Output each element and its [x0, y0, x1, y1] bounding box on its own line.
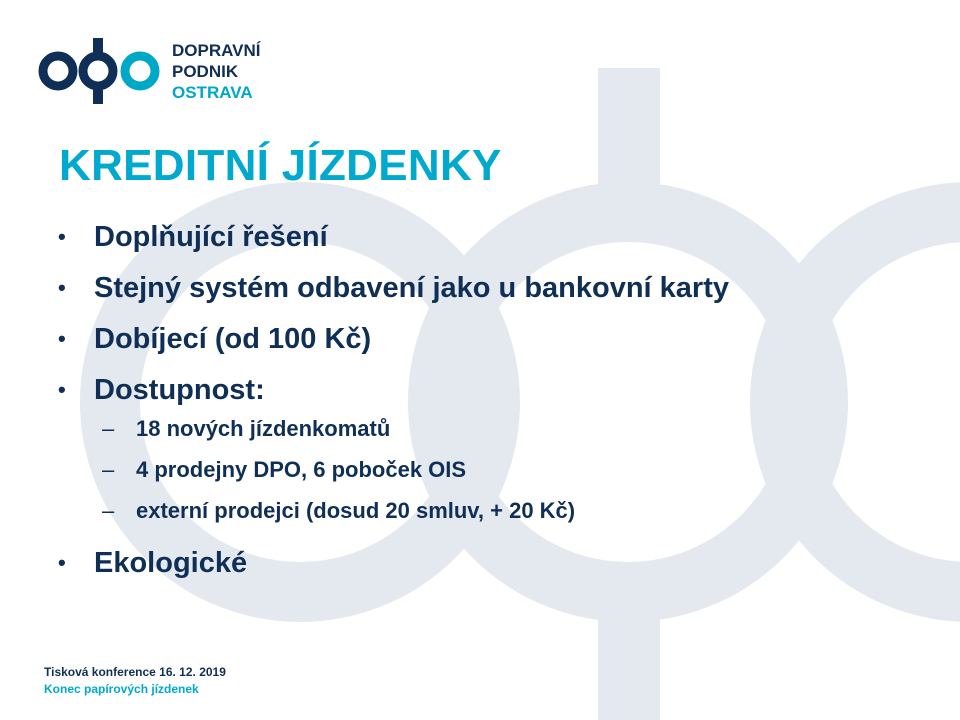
bullet-text: Dostupnost: [94, 374, 265, 406]
bullet-dot-icon: • [58, 550, 66, 575]
logo-line-ostrava: OSTRAVA [172, 83, 253, 102]
bullet-dot-icon: • [58, 377, 66, 402]
footer-topic: Konec papírových jízdenek [44, 682, 199, 696]
sub-bullet-item [56, 457, 936, 483]
logo-line-dopravni: DOPRAVNÍ [172, 41, 261, 60]
sub-bullet-text: externí prodejci (dosud 20 smluv, + 20 Kč) [136, 498, 576, 523]
dash-icon: – [102, 457, 115, 482]
sub-bullet-list [56, 416, 936, 524]
bullet-item [56, 373, 936, 407]
bullet-text: Doplňující řešení [94, 221, 328, 253]
sub-bullet-text: 4 prodejny DPO, 6 poboček OIS [136, 457, 467, 482]
bullet-item [56, 546, 936, 580]
bullet-text: Stejný systém odbavení jako u bankovní karty [94, 272, 729, 304]
slide-title: KREDITNÍ JÍZDENKY [59, 141, 502, 190]
bullet-list [56, 220, 936, 597]
logo-wordmark [172, 40, 260, 103]
dash-icon: – [102, 498, 115, 523]
dash-icon: – [102, 416, 115, 441]
sub-bullet-item [56, 498, 936, 524]
bullet-dot-icon: • [58, 275, 66, 300]
bullet-text: Dobíjecí (od 100 Kč) [94, 323, 372, 355]
footer-event: Tisková konference 16. 12. 2019 [44, 665, 226, 679]
sub-bullet-item [56, 416, 936, 442]
bullet-text: Ekologické [94, 547, 248, 579]
logo-line-podnik: PODNIK [172, 62, 239, 81]
bullet-dot-icon: • [58, 326, 66, 351]
bullet-item [56, 220, 936, 254]
dpo-logo [36, 36, 292, 108]
bullet-item [56, 322, 936, 356]
slide-footer [44, 664, 226, 698]
bullet-dot-icon: • [58, 224, 66, 249]
sub-bullet-text: 18 nových jízdenkomatů [136, 416, 391, 441]
dpo-logo-mark-icon [36, 36, 164, 108]
bullet-item [56, 271, 936, 305]
